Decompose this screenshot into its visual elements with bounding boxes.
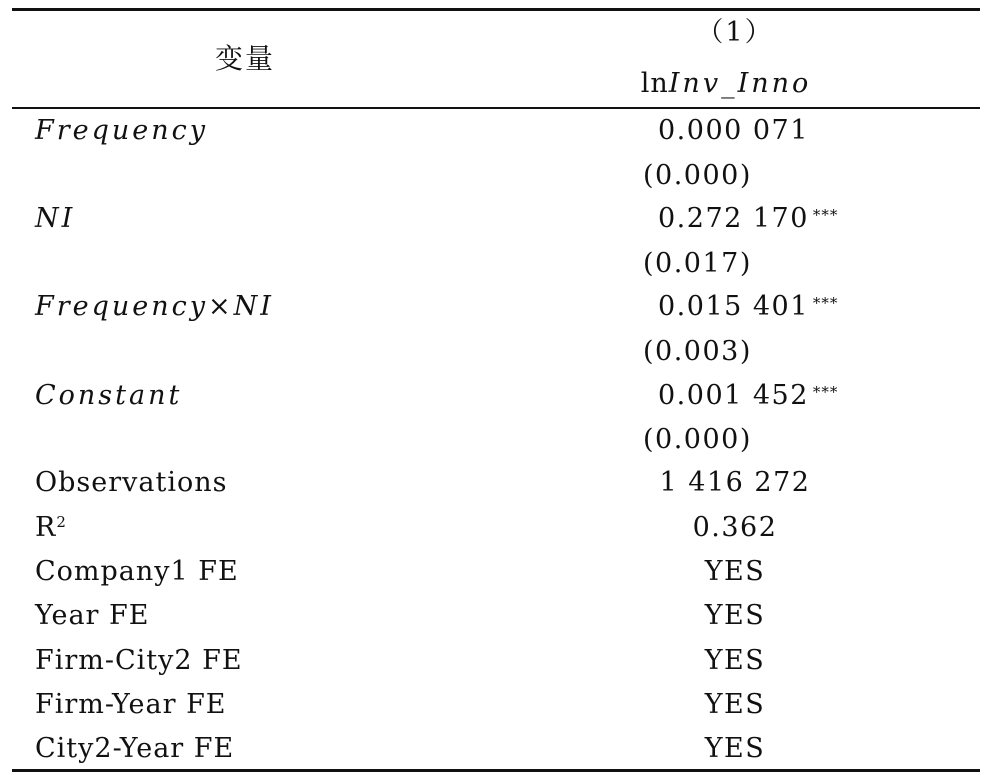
significance-stars: *** (812, 383, 839, 401)
header-rule (12, 107, 980, 109)
row-label-city-year-fe: City2-Year FE (35, 733, 235, 764)
coef-ni (658, 204, 838, 234)
row-label-year-fe: Year FE (35, 600, 150, 631)
coef-value: 0.272 170 (658, 203, 809, 234)
value-firm-city-fe: YES (704, 645, 766, 676)
coef-value: 0.000 071 (658, 115, 809, 146)
dependent-var: Inv_Inno (668, 68, 812, 99)
row-label-firm-city-fe: Firm-City2 FE (35, 645, 243, 676)
significance-stars: *** (812, 294, 839, 312)
variable-header: 变量 (215, 42, 276, 75)
r-squared-base: R (35, 512, 57, 543)
row-label-firm-year-fe: Firm-Year FE (35, 689, 227, 720)
value-year-fe: YES (704, 600, 766, 631)
value-company-fe: YES (704, 556, 766, 587)
se-ni: (0.017) (643, 248, 752, 279)
row-label-ni: NI (35, 203, 76, 234)
se-frequency: (0.000) (643, 160, 752, 191)
dependent-variable-header (641, 69, 812, 99)
dependent-prefix: ln (640, 68, 669, 99)
coef-frequency (658, 116, 813, 146)
se-interaction: (0.003) (643, 336, 752, 367)
value-city-year-fe: YES (704, 733, 766, 764)
bottom-rule (12, 769, 980, 772)
r-squared-exponent: 2 (56, 513, 67, 531)
row-label-observations: Observations (35, 467, 228, 498)
se-constant: (0.000) (643, 424, 752, 455)
row-label-r-squared (35, 513, 67, 543)
top-rule (12, 8, 980, 11)
row-label-constant: Constant (35, 380, 183, 411)
coef-interaction (658, 292, 838, 322)
row-label-frequency: Frequency (35, 115, 209, 146)
value-observations: 1 416 272 (659, 467, 811, 498)
value-r-squared: 0.362 (692, 512, 778, 543)
value-firm-year-fe: YES (704, 689, 766, 720)
coef-value: 0.015 401 (658, 291, 809, 322)
row-label-interaction: Frequency×NI (35, 291, 274, 322)
column-number-header: （1） (696, 17, 774, 48)
coef-constant (658, 381, 838, 411)
row-label-company-fe: Company1 FE (35, 556, 239, 587)
coef-value: 0.001 452 (658, 380, 809, 411)
significance-stars: *** (812, 206, 839, 224)
